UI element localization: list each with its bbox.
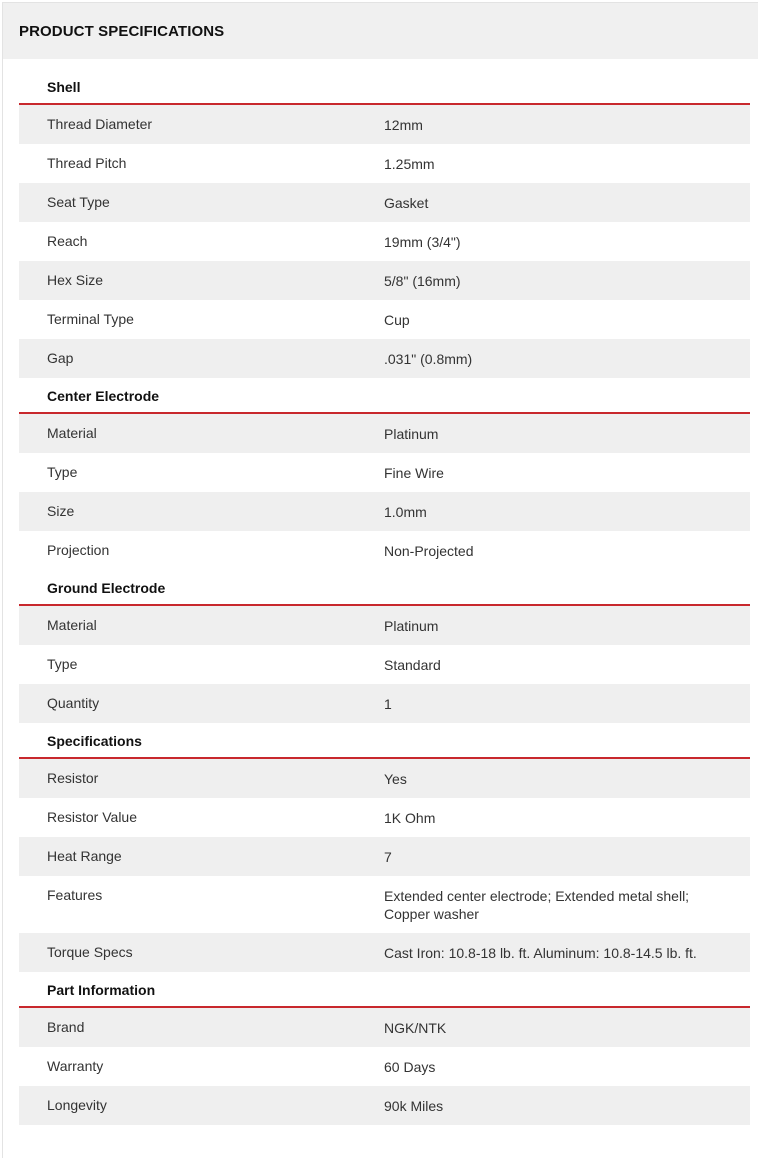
spec-row bbox=[19, 933, 750, 972]
spec-label: Type bbox=[47, 656, 78, 672]
spec-value: 1.25mm bbox=[384, 156, 435, 172]
spec-value: Non-Projected bbox=[384, 543, 474, 559]
spec-value: Gasket bbox=[384, 195, 429, 211]
spec-row bbox=[19, 876, 750, 933]
spec-row bbox=[19, 531, 750, 570]
spec-label: Material bbox=[47, 617, 97, 633]
spec-value: Cup bbox=[384, 312, 410, 328]
spec-value: 12mm bbox=[384, 117, 423, 133]
spec-row bbox=[19, 492, 750, 531]
spec-value: Yes bbox=[384, 771, 407, 787]
spec-label: Brand bbox=[47, 1019, 85, 1035]
spec-row bbox=[19, 645, 750, 684]
spec-value: 5/8" (16mm) bbox=[384, 273, 461, 289]
spec-value: Fine Wire bbox=[384, 465, 444, 481]
spec-row bbox=[19, 837, 750, 876]
section-title: Part Information bbox=[19, 972, 750, 1008]
spec-row bbox=[19, 1086, 750, 1125]
spec-value: 1.0mm bbox=[384, 504, 427, 520]
spec-section bbox=[19, 723, 750, 972]
spec-row bbox=[19, 1047, 750, 1086]
spec-value: Platinum bbox=[384, 426, 439, 442]
spec-value: 1 bbox=[384, 696, 392, 712]
spec-section bbox=[19, 570, 750, 723]
spec-row bbox=[19, 300, 750, 339]
spec-label: Reach bbox=[47, 233, 88, 249]
spec-row bbox=[19, 684, 750, 723]
spec-label: Warranty bbox=[47, 1058, 104, 1074]
spec-value: Standard bbox=[384, 657, 441, 673]
spec-row bbox=[19, 606, 750, 645]
spec-label: Thread Pitch bbox=[47, 155, 127, 171]
page-title: PRODUCT SPECIFICATIONS bbox=[3, 3, 758, 59]
spec-value: 19mm (3/4") bbox=[384, 234, 461, 250]
spec-value: 1K Ohm bbox=[384, 810, 436, 826]
spec-value: Extended center electrode; Extended metal shell; Copper washer bbox=[384, 888, 690, 922]
spec-label: Type bbox=[47, 464, 78, 480]
section-title: Specifications bbox=[19, 723, 750, 759]
spec-section bbox=[19, 378, 750, 570]
spec-label: Projection bbox=[47, 542, 110, 558]
spec-section bbox=[19, 69, 750, 378]
spec-label: Features bbox=[47, 887, 103, 903]
spec-row bbox=[19, 222, 750, 261]
spec-row bbox=[19, 453, 750, 492]
spec-value: Cast Iron: 10.8-18 lb. ft. Aluminum: 10.8-14.5 lb. ft. bbox=[384, 945, 697, 961]
spec-row bbox=[19, 261, 750, 300]
section-title: Ground Electrode bbox=[19, 570, 750, 606]
spec-label: Seat Type bbox=[47, 194, 110, 210]
spec-label: Size bbox=[47, 503, 75, 519]
product-specifications-panel bbox=[2, 2, 758, 1158]
section-title: Shell bbox=[19, 69, 750, 105]
spec-row bbox=[19, 105, 750, 144]
spec-label: Torque Specs bbox=[47, 944, 133, 960]
spec-row bbox=[19, 759, 750, 798]
spec-row bbox=[19, 414, 750, 453]
spec-label: Thread Diameter bbox=[47, 116, 153, 132]
spec-value: NGK/NTK bbox=[384, 1020, 447, 1036]
spec-label: Terminal Type bbox=[47, 311, 134, 327]
spec-label: Gap bbox=[47, 350, 74, 366]
spec-sections bbox=[3, 59, 758, 1125]
spec-value: Platinum bbox=[384, 618, 439, 634]
section-title: Center Electrode bbox=[19, 378, 750, 414]
spec-row bbox=[19, 798, 750, 837]
spec-row bbox=[19, 183, 750, 222]
spec-row bbox=[19, 1008, 750, 1047]
spec-label: Quantity bbox=[47, 695, 100, 711]
spec-label: Heat Range bbox=[47, 848, 122, 864]
spec-value: 7 bbox=[384, 849, 392, 865]
spec-label: Resistor bbox=[47, 770, 99, 786]
spec-row bbox=[19, 339, 750, 378]
spec-label: Material bbox=[47, 425, 97, 441]
spec-label: Longevity bbox=[47, 1097, 107, 1113]
spec-value: 60 Days bbox=[384, 1059, 436, 1075]
spec-label: Resistor Value bbox=[47, 809, 138, 825]
spec-label: Hex Size bbox=[47, 272, 104, 288]
spec-value: .031" (0.8mm) bbox=[384, 351, 473, 367]
spec-value: 90k Miles bbox=[384, 1098, 444, 1114]
spec-section bbox=[19, 972, 750, 1125]
spec-row bbox=[19, 144, 750, 183]
